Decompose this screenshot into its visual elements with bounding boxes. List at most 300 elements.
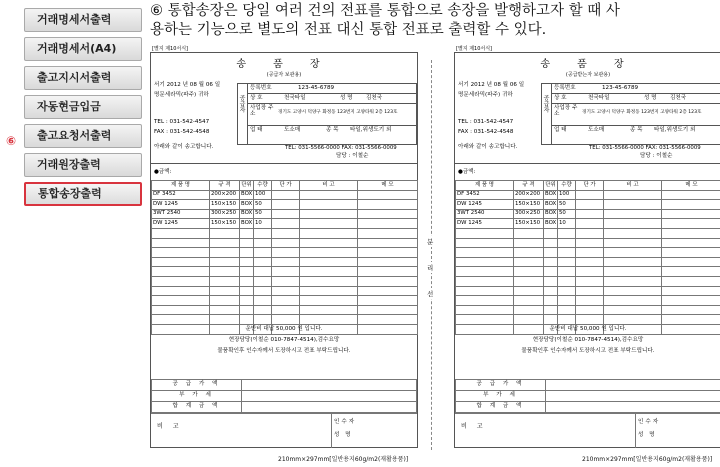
table-cell [604, 200, 662, 210]
table-cell [558, 257, 576, 267]
table-cell: BOX [544, 219, 558, 229]
company-name: 천국타일 [284, 95, 306, 101]
table-cell [576, 209, 604, 219]
message-1: 운반비 대납 50,000 원 입니다. [245, 326, 323, 332]
table-cell [576, 276, 604, 286]
table-cell [210, 296, 240, 306]
table-cell [240, 315, 254, 325]
table-row [152, 200, 418, 210]
table-cell [272, 257, 300, 267]
total-label: 부 가 세 [152, 391, 242, 402]
table-header: 제 품 명 [152, 181, 210, 191]
table-cell [152, 296, 210, 306]
table-cell [662, 238, 720, 248]
table-cell [558, 286, 576, 296]
table-cell [576, 286, 604, 296]
table-cell [662, 315, 720, 325]
table-cell: 150×150 [210, 219, 240, 229]
table-cell [456, 286, 514, 296]
table-cell [240, 267, 254, 277]
table-cell [604, 209, 662, 219]
reg-number: 123-45-6789 [602, 85, 639, 91]
manager-name: 담당 : 이철순 [640, 153, 673, 159]
total-value [546, 391, 720, 402]
table-cell [240, 305, 254, 315]
table-row [456, 296, 720, 306]
table-cell [152, 238, 210, 248]
table-cell [558, 267, 576, 277]
table-cell [300, 219, 358, 229]
table-cell [210, 305, 240, 315]
items-table [151, 180, 418, 335]
table-cell [558, 305, 576, 315]
table-cell [240, 228, 254, 238]
table-cell: DW 1245 [152, 200, 210, 210]
name-label: 상 호 [554, 95, 567, 101]
table-cell: BOX [544, 190, 558, 200]
table-cell [300, 190, 358, 200]
total-value [242, 402, 417, 413]
table-row [456, 190, 720, 200]
total-label: 합 계 금 액 [456, 402, 546, 413]
table-row [152, 402, 417, 413]
table-cell [152, 305, 210, 315]
table-header-row [152, 181, 418, 191]
table-cell [358, 190, 418, 200]
table-cell: 50 [558, 200, 576, 210]
message-3: 물품확인후 인수자께서 도장하시고 전표 부탁드립니다. [217, 348, 351, 354]
table-cell [358, 228, 418, 238]
table-cell [456, 276, 514, 286]
table-cell [272, 238, 300, 248]
table-cell [514, 267, 544, 277]
table-cell: 100 [558, 190, 576, 200]
table-cell [300, 286, 358, 296]
table-cell [272, 200, 300, 210]
table-cell [544, 248, 558, 258]
table-cell [358, 257, 418, 267]
table-cell: DF 3452 [152, 190, 210, 200]
table-cell [240, 296, 254, 306]
table-cell: 200×200 [210, 190, 240, 200]
table-cell: DW 1245 [456, 200, 514, 210]
table-cell [152, 248, 210, 258]
table-cell: 300×250 [514, 209, 544, 219]
table-cell [210, 286, 240, 296]
description-line-2: 용하는 기능으로 별도의 전표 대신 통합 전표로 출력할 수 있다. [150, 22, 547, 38]
table-cell [604, 296, 662, 306]
table-cell [300, 200, 358, 210]
table-row [456, 286, 720, 296]
table-cell [662, 219, 720, 229]
table-cell [514, 296, 544, 306]
table-header: 단위 [544, 181, 558, 191]
table-cell [254, 257, 272, 267]
table-cell [662, 305, 720, 315]
table-cell [456, 315, 514, 325]
table-cell [576, 305, 604, 315]
table-cell [456, 296, 514, 306]
table-cell [358, 315, 418, 325]
table-cell: 200×200 [514, 190, 544, 200]
message-2: 현장담당(이철순 010-7847-4514),검수요망 [532, 337, 644, 343]
table-cell [544, 257, 558, 267]
table-cell [662, 296, 720, 306]
table-cell [544, 228, 558, 238]
receiver-name: 명문세라믹(파주) 귀하 [458, 92, 513, 98]
table-row [456, 380, 720, 391]
table-header: 단위 [240, 181, 254, 191]
receiver-label: 인수자 [638, 419, 661, 425]
table-cell [456, 228, 514, 238]
table-cell [604, 257, 662, 267]
name-label: 상 호 [250, 95, 263, 101]
table-cell [272, 267, 300, 277]
total-label: 부 가 세 [456, 391, 546, 402]
table-cell [456, 305, 514, 315]
table-cell [558, 228, 576, 238]
table-header: 수량 [558, 181, 576, 191]
table-cell [254, 228, 272, 238]
table-cell [544, 305, 558, 315]
receiver-tel: TEL : 031-542-4547 [458, 119, 514, 125]
table-row [152, 296, 418, 306]
table-cell [604, 238, 662, 248]
rep-name: 김천국 [670, 95, 687, 101]
table-cell [272, 296, 300, 306]
table-cell [604, 190, 662, 200]
step-marker: ⑥ [6, 134, 17, 148]
table-cell: 3WT 2540 [152, 209, 210, 219]
table-cell [210, 238, 240, 248]
table-cell [514, 286, 544, 296]
table-cell [604, 267, 662, 277]
receiver-name: 명문세라믹(파주) 귀하 [154, 92, 209, 98]
invoice-form [454, 46, 720, 448]
message-2: 현장담당(이철순 010-7847-4514),검수요망 [228, 337, 340, 343]
table-header: 비 고 [300, 181, 358, 191]
table-cell [240, 257, 254, 267]
table-cell [240, 248, 254, 258]
amount-label: ●금액: [458, 169, 476, 175]
table-cell: BOX [544, 200, 558, 210]
table-cell [558, 238, 576, 248]
table-header-row [456, 181, 720, 191]
table-row [152, 257, 418, 267]
paper-size-note: 210mm×297mm[일반용지60g/m2(재활용품)] [278, 456, 409, 463]
table-cell [358, 276, 418, 286]
table-cell [358, 219, 418, 229]
total-value [242, 380, 417, 391]
table-cell: 100 [254, 190, 272, 200]
type-label: 업 태 [250, 127, 263, 133]
table-row [152, 380, 417, 391]
table-cell [254, 238, 272, 248]
table-cell [272, 305, 300, 315]
message-1: 운반비 대납 50,000 원 입니다. [549, 326, 627, 332]
table-cell [544, 315, 558, 325]
table-cell: 150×150 [514, 219, 544, 229]
note-box [455, 413, 720, 447]
table-cell [662, 276, 720, 286]
table-row [456, 257, 720, 267]
table-cell [576, 296, 604, 306]
table-row [152, 305, 418, 315]
table-cell [456, 257, 514, 267]
table-cell [358, 248, 418, 258]
table-cell [272, 276, 300, 286]
table-row [456, 248, 720, 258]
table-cell [456, 267, 514, 277]
table-cell [558, 276, 576, 286]
table-cell [514, 238, 544, 248]
table-row [152, 315, 418, 325]
item-label: 종 목 [630, 127, 643, 133]
table-cell [254, 315, 272, 325]
totals-table [151, 379, 417, 413]
table-cell [514, 257, 544, 267]
table-cell [558, 248, 576, 258]
table-cell [152, 228, 210, 238]
table-header: 단 가 [576, 181, 604, 191]
table-header: 제 품 명 [456, 181, 514, 191]
table-header: 메 모 [662, 181, 720, 191]
menu-shipping-request-print[interactable]: 출고요청서출력 [24, 124, 142, 148]
table-cell [544, 267, 558, 277]
table-cell: BOX [240, 209, 254, 219]
table-cell [272, 228, 300, 238]
rep-name: 김천국 [366, 95, 383, 101]
table-row [456, 219, 720, 229]
table-header: 수량 [254, 181, 272, 191]
table-cell [558, 315, 576, 325]
table-cell [358, 296, 418, 306]
table-cell [300, 238, 358, 248]
table-cell [358, 238, 418, 248]
table-cell [300, 315, 358, 325]
table-cell [210, 315, 240, 325]
company-address: 경기도 고양시 덕양구 화정동 123번지 고양타워 2층 123호 [582, 110, 702, 115]
table-cell [254, 267, 272, 277]
table-cell [254, 286, 272, 296]
table-cell: 3WT 2540 [456, 209, 514, 219]
table-cell [544, 238, 558, 248]
table-row [152, 248, 418, 258]
table-cell [300, 257, 358, 267]
table-header: 규 격 [210, 181, 240, 191]
receiver-sign-box [635, 414, 720, 448]
table-cell: DW 1245 [152, 219, 210, 229]
amount-label: ●금액: [154, 169, 172, 175]
table-cell [300, 209, 358, 219]
table-cell: 10 [558, 219, 576, 229]
table-cell [240, 286, 254, 296]
table-row [152, 219, 418, 229]
invoice-form [150, 46, 418, 448]
table-header: 단 가 [272, 181, 300, 191]
item-label: 종 목 [326, 127, 339, 133]
table-cell [576, 228, 604, 238]
table-cell [240, 238, 254, 248]
table-cell [514, 276, 544, 286]
reg-number: 123-45-6789 [298, 85, 335, 91]
table-cell [210, 228, 240, 238]
table-row [456, 200, 720, 210]
table-cell: 50 [254, 200, 272, 210]
table-cell [240, 276, 254, 286]
table-cell [514, 305, 544, 315]
table-cell [604, 276, 662, 286]
table-cell [272, 219, 300, 229]
note-label: 비 고 [157, 423, 183, 430]
table-cell [152, 257, 210, 267]
notice-text: 아래와 같이 송고합니다. [154, 144, 214, 150]
table-cell [604, 248, 662, 258]
table-cell [604, 305, 662, 315]
table-cell [152, 267, 210, 277]
table-cell [576, 315, 604, 325]
table-cell: DF 3452 [456, 190, 514, 200]
table-cell [662, 257, 720, 267]
table-cell [254, 248, 272, 258]
table-cell [576, 248, 604, 258]
supplier-side-label: 공급자 [543, 95, 550, 114]
table-cell [300, 267, 358, 277]
supplier-phone: TEL: 031-5566-0000 FAX: 031-5566-0009 [285, 145, 397, 151]
table-cell [514, 228, 544, 238]
menu-shipping-order-print[interactable]: 출고지시서출력 [24, 66, 142, 90]
table-cell [210, 248, 240, 258]
form-subtitle: (공급받는자 보관용) [565, 72, 611, 78]
manager-name: 담당 : 이철순 [336, 153, 369, 159]
table-row [456, 315, 720, 325]
table-cell: 150×150 [514, 200, 544, 210]
table-cell [272, 248, 300, 258]
table-cell: BOX [544, 209, 558, 219]
table-cell [456, 238, 514, 248]
note-label: 비 고 [461, 423, 487, 430]
totals-table [455, 379, 720, 413]
table-row [152, 286, 418, 296]
table-cell [272, 209, 300, 219]
table-cell [662, 190, 720, 200]
table-cell [358, 200, 418, 210]
menu-trade-ledger-print[interactable]: 거래원장출력 [24, 153, 142, 177]
table-cell [300, 228, 358, 238]
table-cell [254, 305, 272, 315]
table-cell [254, 276, 272, 286]
table-cell [514, 248, 544, 258]
cut-line [431, 60, 432, 450]
total-label: 공 급 가 액 [152, 380, 242, 391]
table-cell [210, 267, 240, 277]
table-cell [558, 296, 576, 306]
table-row [456, 391, 720, 402]
table-cell [456, 248, 514, 258]
description [150, 2, 710, 40]
table-row [152, 276, 418, 286]
table-cell [576, 190, 604, 200]
table-cell: 50 [558, 209, 576, 219]
table-cell [300, 296, 358, 306]
table-cell [576, 200, 604, 210]
table-cell: BOX [240, 219, 254, 229]
form-tag: [별지 제10서식] [456, 46, 493, 52]
form-subtitle: (공급자 보관용) [266, 72, 302, 78]
table-cell [662, 209, 720, 219]
table-header: 메 모 [358, 181, 418, 191]
table-row [152, 238, 418, 248]
table-cell [358, 286, 418, 296]
paper-size-note: 210mm×297mm[일반용지60g/m2(재활용품)] [582, 456, 713, 463]
table-cell: 300×250 [210, 209, 240, 219]
table-cell [544, 276, 558, 286]
table-cell [152, 276, 210, 286]
business-type: 도소매 [588, 127, 605, 133]
business-item: 타일,위생도기 외 [350, 127, 392, 133]
receiver-tel: TEL : 031-542-4547 [154, 119, 210, 125]
table-row [152, 190, 418, 200]
table-cell [514, 315, 544, 325]
table-row [152, 267, 418, 277]
table-cell: DW 1245 [456, 219, 514, 229]
table-cell [576, 257, 604, 267]
table-cell [358, 267, 418, 277]
table-cell [662, 248, 720, 258]
menu-trade-statement-print[interactable]: 거래명세서출력 [24, 8, 142, 32]
table-cell: 50 [254, 209, 272, 219]
table-header: 비 고 [604, 181, 662, 191]
menu-combined-invoice-print[interactable]: 통합송장출력 [24, 182, 142, 206]
business-type: 도소매 [284, 127, 301, 133]
addr-label: 사업장 주 소 [250, 105, 274, 117]
total-label: 합 계 금 액 [152, 402, 242, 413]
menu-trade-statement-a4[interactable]: 거래명세서(A4) [24, 37, 142, 61]
table-cell [544, 286, 558, 296]
company-name: 천국타일 [588, 95, 610, 101]
table-row [152, 228, 418, 238]
table-cell [604, 219, 662, 229]
table-row [152, 391, 417, 402]
total-value [546, 380, 720, 391]
table-cell: 150×150 [210, 200, 240, 210]
cut-line-char: 분 [427, 238, 434, 246]
table-cell [358, 305, 418, 315]
receiver-sign-box [331, 414, 417, 448]
menu-auto-cash-deposit[interactable]: 자동현금입금 [24, 95, 142, 119]
total-value [242, 391, 417, 402]
reg-label: 등록번호 [250, 85, 272, 91]
table-row [456, 276, 720, 286]
total-label: 공 급 가 액 [456, 380, 546, 391]
table-row [152, 209, 418, 219]
table-cell [254, 296, 272, 306]
addr-label: 사업장 주 소 [554, 105, 578, 117]
table-cell [662, 228, 720, 238]
table-row [456, 305, 720, 315]
notice-text: 아래와 같이 송고합니다. [458, 144, 518, 150]
rep-label: 성 명 [644, 95, 657, 101]
rep-label: 성 명 [340, 95, 353, 101]
table-cell [576, 219, 604, 229]
issue-date: 서기 2012 년 08 월 06 일 [458, 82, 525, 88]
message-3: 물품확인후 인수자께서 도장하시고 전표 부탁드립니다. [521, 348, 655, 354]
print-menu [24, 8, 144, 211]
table-cell [544, 296, 558, 306]
table-cell [662, 267, 720, 277]
table-cell [152, 315, 210, 325]
table-cell [210, 257, 240, 267]
